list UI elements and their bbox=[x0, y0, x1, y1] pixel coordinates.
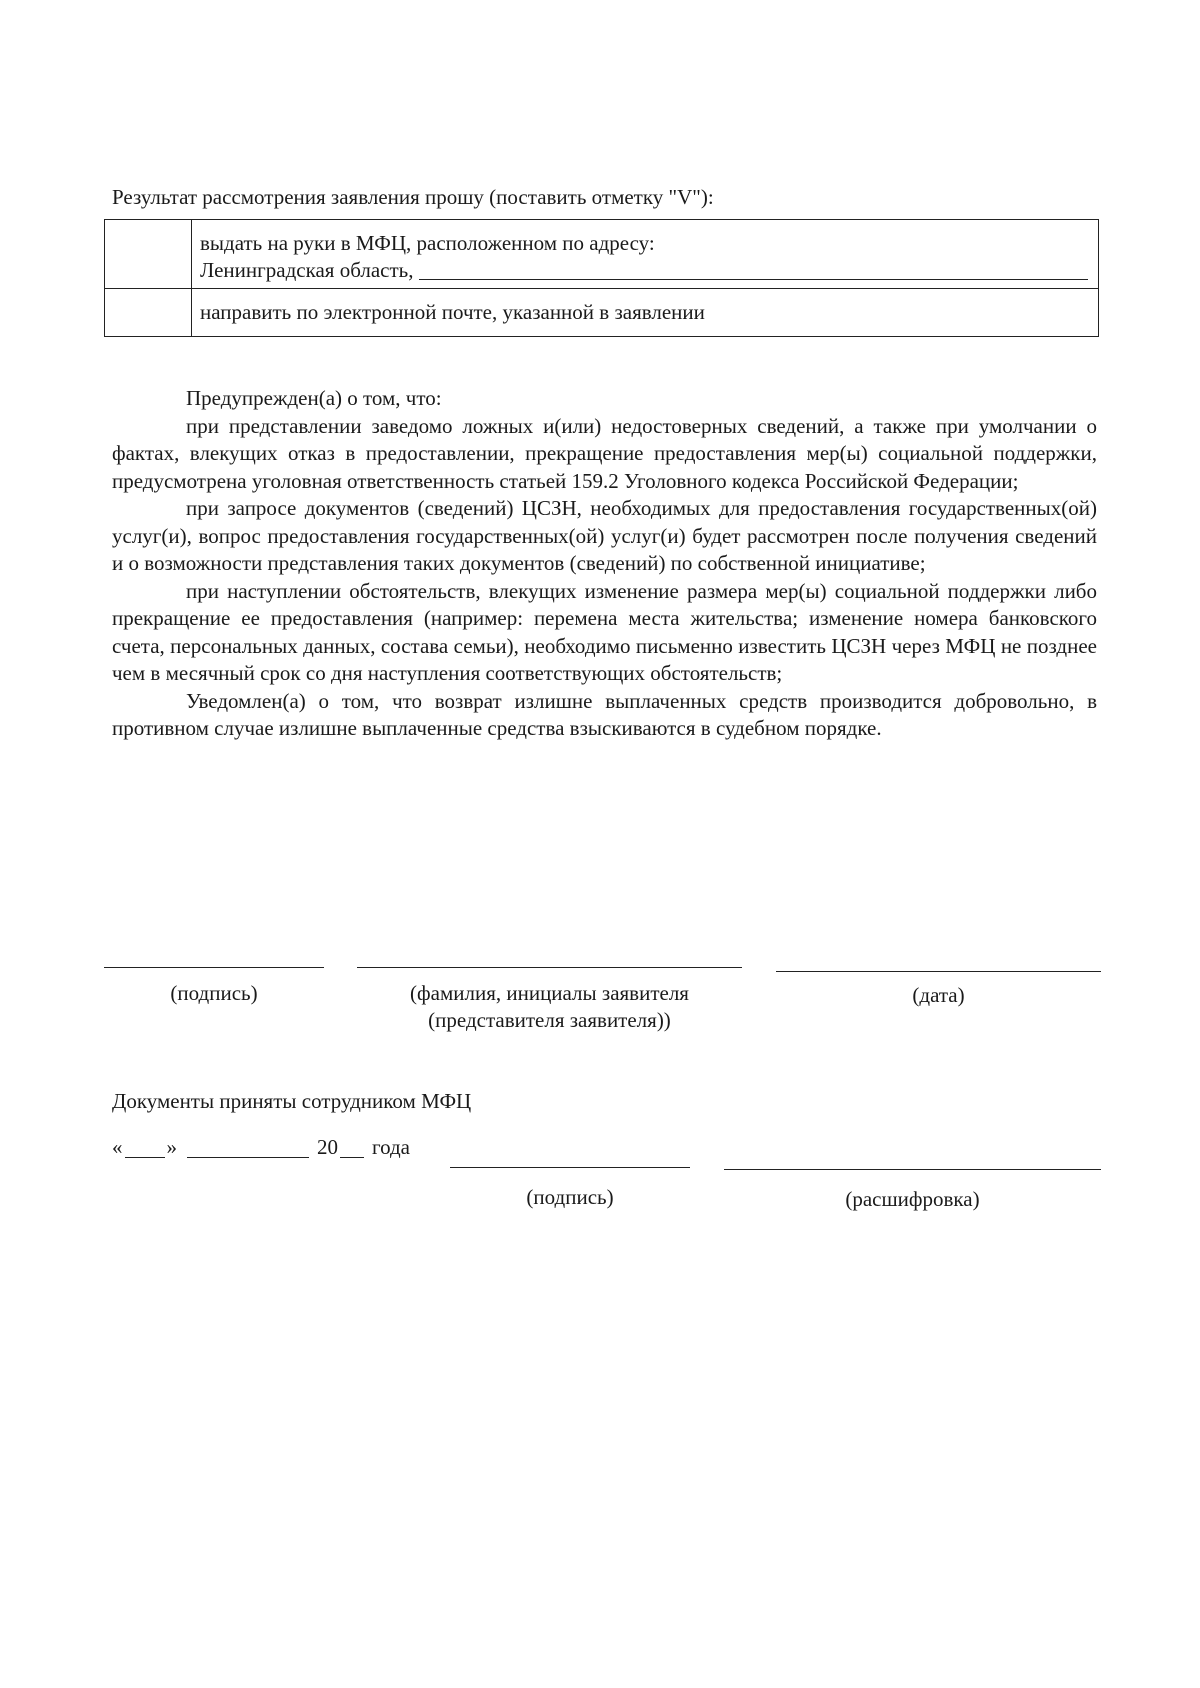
address-blank-field[interactable] bbox=[419, 259, 1088, 280]
delivery-options-table bbox=[104, 219, 1099, 337]
day-blank-field[interactable] bbox=[125, 1137, 165, 1158]
applicant-name-caption bbox=[357, 980, 742, 1034]
option-checkbox-email[interactable] bbox=[105, 289, 192, 337]
option-mfc-label: выдать на руки в МФЦ, расположенном по адресу: bbox=[200, 231, 655, 255]
year-blank-field[interactable] bbox=[340, 1137, 364, 1158]
applicant-name-caption-line1: (фамилия, инициалы заявителя bbox=[410, 981, 689, 1005]
warning-item: при наступлении обстоятельств, влекущих изменение размера мер(ы) социальной поддержки либо прекращение ее предоставления (например: перемена места жительства; изменение номера банковского счета, персональных данных, состава семьи), необходимо письменно известить ЦСЗН через МФЦ не позднее чем в месячный срок со дня наступления соответствующих обстоятельств; bbox=[112, 578, 1097, 685]
month-blank-field[interactable] bbox=[187, 1137, 309, 1158]
employee-signature-caption: (подпись) bbox=[526, 1185, 614, 1209]
applicant-name-caption-line2: (представителя заявителя)) bbox=[428, 1008, 671, 1032]
option-email-label: направить по электронной почте, указанной в заявлении bbox=[192, 289, 1099, 337]
applicant-signature-caption: (подпись) bbox=[170, 981, 258, 1005]
warnings-heading: Предупрежден(а) о том, что: bbox=[186, 386, 442, 410]
option-checkbox-mfc[interactable] bbox=[105, 220, 192, 289]
year-suffix: года bbox=[372, 1135, 410, 1159]
address-line bbox=[200, 257, 1088, 284]
notice-item: Уведомлен(а) о том, что возврат излишне выплаченных средств производится добровольно, в противном случае излишне выплаченные средства взыскиваются в судебном порядке. bbox=[112, 688, 1097, 740]
option-text-mfc bbox=[192, 220, 1099, 289]
applicant-date-caption: (дата) bbox=[912, 983, 965, 1007]
employee-decode-caption: (расшифровка) bbox=[845, 1187, 980, 1211]
acceptance-title: Документы приняты сотрудником МФЦ bbox=[112, 1089, 472, 1113]
option-row-mfc bbox=[105, 220, 1099, 289]
year-prefix: 20 bbox=[317, 1135, 338, 1159]
warnings-section bbox=[112, 385, 1097, 743]
employee-signature-line[interactable] bbox=[450, 1167, 690, 1168]
applicant-signature-line[interactable] bbox=[104, 967, 324, 968]
close-quote: » bbox=[166, 1135, 177, 1159]
result-instruction: Результат рассмотрения заявления прошу (поставить отметку "V"): bbox=[112, 185, 714, 209]
address-region-label: Ленинградская область, bbox=[200, 258, 414, 282]
option-row-email bbox=[105, 289, 1099, 337]
warning-item: при представлении заведомо ложных и(или) недостоверных сведений, а также при умолчании о фактах, влекущих отказ в предоставлении, прекращение предоставления мер(ы) социальной поддержки, предусмотрена уголовная ответственность статьей 159.2 Уголовного кодекса Российской Федерации; bbox=[112, 413, 1097, 493]
open-quote: « bbox=[112, 1135, 123, 1159]
warning-item: при запросе документов (сведений) ЦСЗН, необходимых для предоставления государственных(ой) услуг(и), вопрос предоставления государственных(ой) услуг(и) будет рассмотрен после получения сведений и о возможности представления таких документов (сведений) по собственной инициативе; bbox=[112, 496, 1097, 575]
employee-decode-line[interactable] bbox=[724, 1169, 1101, 1170]
acceptance-date bbox=[112, 1134, 410, 1161]
applicant-date-line[interactable] bbox=[776, 971, 1101, 972]
applicant-name-line[interactable] bbox=[357, 967, 742, 968]
